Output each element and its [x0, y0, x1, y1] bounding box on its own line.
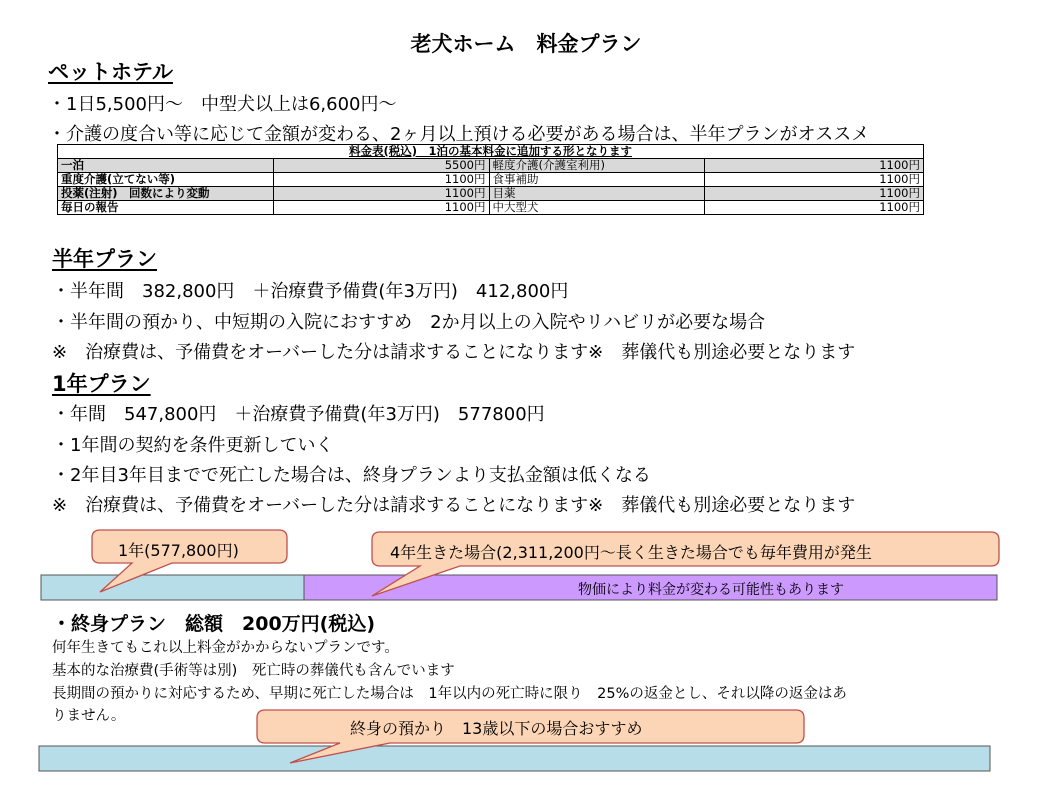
callout-4year: 4年生きた場合(2,311,200円～長く生きた場合でも毎年費用が発生 — [390, 543, 872, 562]
table-cell: 1100円 — [273, 187, 489, 201]
callout-lifetime: 終身の預かり 13歳以下の場合おすすめ — [350, 719, 643, 738]
table-cell: 重度介護(立てない等) — [58, 173, 274, 187]
table-cell: 5500円 — [273, 159, 489, 173]
one-year-line: ・1年間の契約を条件更新していく — [52, 435, 334, 456]
table-cell: 投薬(注射) 回数により変動 — [58, 187, 274, 201]
one-year-line: ※ 治療費は、予備費をオーバーした分は請求することになります※ 葬儀代も別途必要となります — [52, 495, 856, 516]
table-cell: 1100円 — [705, 159, 924, 173]
pet-hotel-line: ・介護の度合い等に応じて金額が変わる、2ヶ月以上預ける必要がある場合は、半年プランがオススメ — [48, 124, 870, 145]
table-cell: 中大型犬 — [489, 201, 705, 215]
half-year-heading: 半年プラン — [52, 247, 157, 271]
lifetime-line: 基本的な治療費(手術等は別) 死亡時の葬儀代も含んでいます — [52, 663, 455, 679]
lifetime-heading: ・終身プラン 総額 200万円(税込) — [52, 613, 376, 635]
table-cell: 目薬 — [489, 187, 705, 201]
pet-hotel-heading: ペットホテル — [48, 60, 173, 84]
lifetime-line: りません。 — [52, 708, 126, 724]
teal-bar-lifetime — [39, 746, 990, 771]
page-title: 老犬ホーム 料金プラン — [410, 32, 642, 56]
table-cell: 1100円 — [705, 187, 924, 201]
table-cell: 食事補助 — [489, 173, 705, 187]
table-cell: 1100円 — [273, 173, 489, 187]
half-year-line: ・半年間の預かり、中短期の入院におすすめ 2か月以上の入院やリハビリが必要な場合 — [52, 312, 766, 333]
one-year-heading: 1年プラン — [52, 372, 151, 396]
fee-table-caption: 料金表(税込) 1泊の基本料金に追加する形となります — [58, 145, 924, 159]
table-cell: 1100円 — [705, 173, 924, 187]
pet-hotel-line: ・1日5,500円～ 中型犬以上は6,600円～ — [48, 94, 397, 115]
lifetime-line: 何年生きてもこれ以上料金がかからないプランです。 — [52, 640, 399, 656]
one-year-line: ・2年目3年目までで死亡した場合は、終身プランより支払金額は低くなる — [52, 465, 651, 486]
table-cell: 1100円 — [705, 201, 924, 215]
table-cell: 1100円 — [273, 201, 489, 215]
purple-bar-text: 物価により料金が変わる可能性もあります — [578, 582, 844, 598]
teal-bar-1year — [41, 575, 304, 600]
table-cell: 軽度介護(介護室利用) — [489, 159, 705, 173]
half-year-line: ※ 治療費は、予備費をオーバーした分は請求することになります※ 葬儀代も別途必要となります — [52, 342, 856, 363]
one-year-line: ・年間 547,800円 ＋治療費予備費(年3万円) 577800円 — [52, 404, 545, 425]
callout-1year: 1年(577,800円) — [118, 541, 239, 560]
half-year-line: ・半年間 382,800円 ＋治療費予備費(年3万円) 412,800円 — [52, 281, 569, 302]
lifetime-line: 長期間の預かりに対応するため、早期に死亡した場合は 1年以内の死亡時に限り 25%の返金とし、それ以降の返金はあ — [52, 686, 847, 702]
table-cell: 一泊 — [58, 159, 274, 173]
table-cell: 毎日の報告 — [58, 201, 274, 215]
